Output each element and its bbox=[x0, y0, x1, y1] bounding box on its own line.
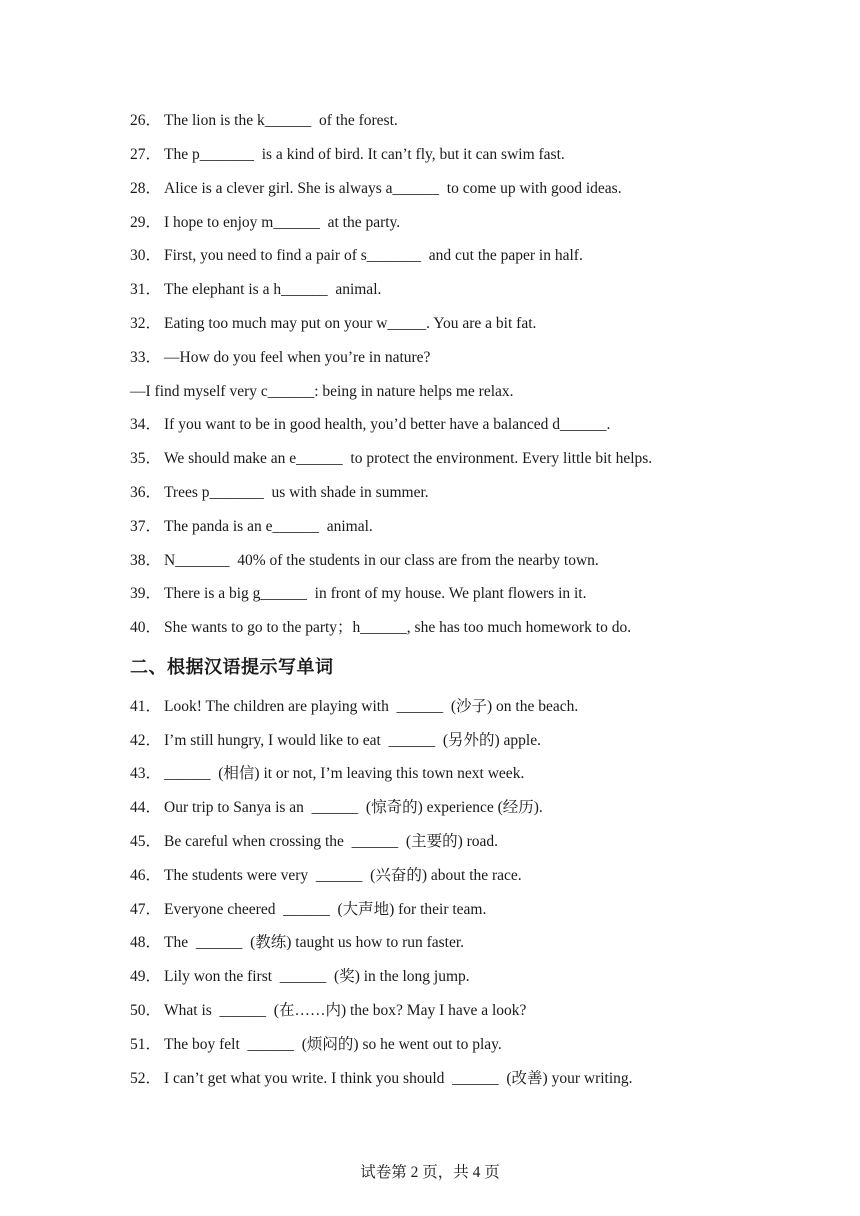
page-footer: 试卷第 2 页，共 4 页 bbox=[360, 1164, 500, 1181]
question-number: 41． bbox=[130, 698, 162, 715]
question-31 bbox=[130, 280, 381, 300]
question-40 bbox=[130, 618, 631, 638]
question-32 bbox=[130, 314, 536, 334]
question-text: The ______ (教练) taught us how to run faster. bbox=[164, 934, 465, 951]
question-text: The panda is an e______ animal. bbox=[164, 518, 373, 535]
question-number: 35． bbox=[130, 450, 162, 467]
question-number: 33． bbox=[130, 349, 162, 366]
question-33 bbox=[130, 348, 430, 368]
question-number: 37． bbox=[130, 518, 162, 535]
question-33-answer-line bbox=[130, 382, 514, 402]
question-text: Trees p_______ us with shade in summer. bbox=[164, 484, 429, 501]
question-text: Lily won the first ______ (奖) in the long jump. bbox=[164, 968, 470, 985]
question-number: 34． bbox=[130, 416, 162, 433]
question-text: The students were very ______ (兴奋的) about the race. bbox=[164, 867, 522, 884]
question-number: 38． bbox=[130, 552, 162, 569]
question-number: 36． bbox=[130, 484, 162, 501]
question-text: If you want to be in good health, you’d better have a balanced d______. bbox=[164, 416, 611, 433]
question-30 bbox=[130, 246, 583, 266]
question-48 bbox=[130, 933, 464, 953]
question-34 bbox=[130, 415, 610, 435]
question-number: 44． bbox=[130, 799, 162, 816]
question-41 bbox=[130, 697, 578, 717]
question-number: 28． bbox=[130, 180, 162, 197]
question-36 bbox=[130, 483, 429, 503]
question-35 bbox=[130, 449, 652, 469]
question-number: 26． bbox=[130, 112, 162, 129]
question-text: There is a big g______ in front of my house. We plant flowers in it. bbox=[164, 585, 587, 602]
question-42 bbox=[130, 731, 541, 751]
question-text: —How do you feel when you’re in nature? bbox=[164, 349, 431, 366]
question-38 bbox=[130, 551, 599, 571]
question-number: 43． bbox=[130, 765, 162, 782]
question-number: 42． bbox=[130, 732, 162, 749]
question-number: 45． bbox=[130, 833, 162, 850]
question-text: What is ______ (在……内) the box? May I have a look? bbox=[164, 1002, 527, 1019]
question-text: We should make an e______ to protect the environment. Every little bit helps. bbox=[164, 450, 653, 467]
question-text: Be careful when crossing the ______ (主要的) road. bbox=[164, 833, 499, 850]
question-text: Look! The children are playing with ______ (沙子) on the beach. bbox=[164, 698, 579, 715]
question-number: 27． bbox=[130, 146, 162, 163]
question-text: The lion is the k______ of the forest. bbox=[164, 112, 398, 129]
question-29 bbox=[130, 213, 400, 233]
question-43 bbox=[130, 764, 524, 784]
question-text: N_______ 40% of the students in our class are from the nearby town. bbox=[164, 552, 599, 569]
question-number: 40． bbox=[130, 619, 162, 636]
question-27 bbox=[130, 145, 565, 165]
question-text: I’m still hungry, I would like to eat ______ (另外的) apple. bbox=[164, 732, 541, 749]
section-heading: 二、根据汉语提示写单词 bbox=[130, 657, 334, 678]
question-text: ______ (相信) it or not, I’m leaving this town next week. bbox=[164, 765, 525, 782]
question-47 bbox=[130, 900, 486, 920]
question-number: 32． bbox=[130, 315, 162, 332]
question-50 bbox=[130, 1001, 526, 1021]
question-text: The elephant is a h______ animal. bbox=[164, 281, 382, 298]
question-text: I can’t get what you write. I think you should ______ (改善) your writing. bbox=[164, 1070, 633, 1087]
question-number: 29． bbox=[130, 214, 162, 231]
question-number: 48． bbox=[130, 934, 162, 951]
question-number: 39． bbox=[130, 585, 162, 602]
question-text: She wants to go to the party；h______, she has too much homework to do. bbox=[164, 619, 632, 636]
question-text: Our trip to Sanya is an ______ (惊奇的) experience (经历). bbox=[164, 799, 543, 816]
question-number: 49． bbox=[130, 968, 162, 985]
question-number: 47． bbox=[130, 901, 162, 918]
question-text: The p_______ is a kind of bird. It can’t fly, but it can swim fast. bbox=[164, 146, 565, 163]
question-number: 31． bbox=[130, 281, 162, 298]
question-number: 51． bbox=[130, 1036, 162, 1053]
question-text: Eating too much may put on your w_____. You are a bit fat. bbox=[164, 315, 537, 332]
question-52 bbox=[130, 1069, 633, 1089]
question-text: —I find myself very c______: being in nature helps me relax. bbox=[130, 383, 514, 400]
question-26 bbox=[130, 111, 398, 131]
question-37 bbox=[130, 517, 373, 537]
question-text: I hope to enjoy m______ at the party. bbox=[164, 214, 401, 231]
question-number: 30． bbox=[130, 247, 162, 264]
question-text: Everyone cheered ______ (大声地) for their team. bbox=[164, 901, 487, 918]
question-39 bbox=[130, 584, 587, 604]
question-28 bbox=[130, 179, 622, 199]
question-46 bbox=[130, 866, 522, 886]
question-49 bbox=[130, 967, 470, 987]
question-51 bbox=[130, 1035, 502, 1055]
question-45 bbox=[130, 832, 498, 852]
question-number: 50． bbox=[130, 1002, 162, 1019]
question-number: 52． bbox=[130, 1070, 162, 1087]
question-text: First, you need to find a pair of s_______ and cut the paper in half. bbox=[164, 247, 583, 264]
question-number: 46． bbox=[130, 867, 162, 884]
question-text: Alice is a clever girl. She is always a______ to come up with good ideas. bbox=[164, 180, 622, 197]
question-44 bbox=[130, 798, 543, 818]
question-text: The boy felt ______ (烦闷的) so he went out to play. bbox=[164, 1036, 502, 1053]
